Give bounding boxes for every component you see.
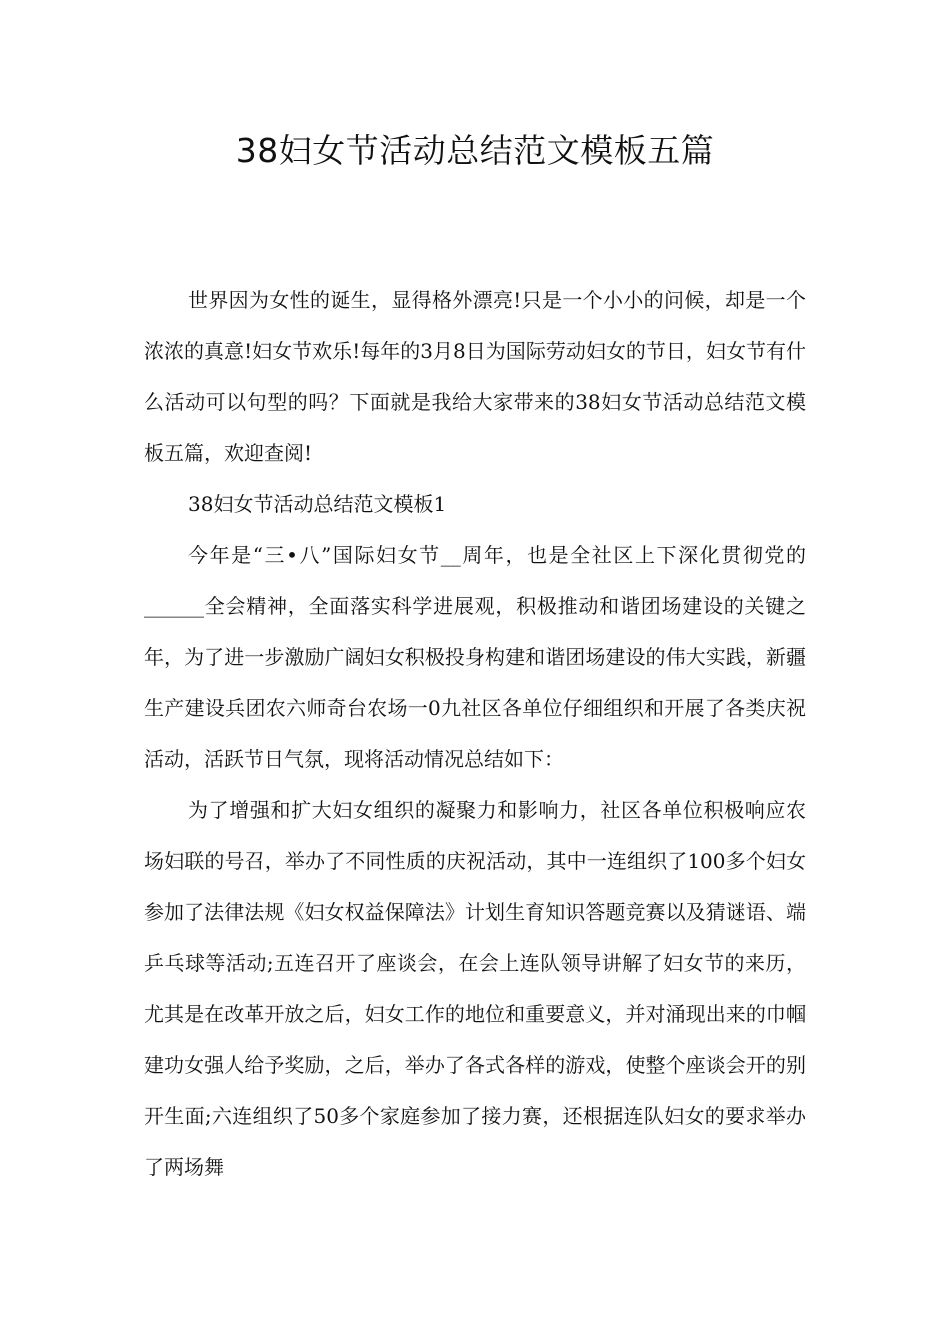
body-paragraph: 今年是“三•八”国际妇女节__周年，也是全社区上下深化贯彻党的______全会精神，全面落实科学进展观，积极推动和谐团场建设的关键之年，为了进一步激励广阔妇女积极投身构建和谐团场建设的伟大实践，新疆生产建设兵团农六师奇台农场一0九社区各单位仔细组织和开展了各类庆祝活动，活跃节日气氛，现将活动情况总结如下： bbox=[144, 543, 806, 771]
intro-paragraph: 世界因为女性的诞生，显得格外漂亮!只是一个小小的问候，却是一个浓浓的真意!妇女节欢乐!每年的3月8日为国际劳动妇女的节日，妇女节有什么活动可以句型的吗？下面就是我给大家带来的38妇女节活动总结范文模板五篇，欢迎查阅! bbox=[144, 288, 806, 465]
document-title: 38妇女节活动总结范文模板五篇 bbox=[235, 131, 715, 170]
section-heading: 38妇女节活动总结范文模板1 bbox=[188, 492, 447, 516]
body-paragraph: 为了增强和扩大妇女组织的凝聚力和影响力，社区各单位积极响应农场妇联的号召，举办了不同性质的庆祝活动，其中一连组织了100多个妇女参加了法律法规《妇女权益保障法》计划生育知识答题竞赛以及猜谜语、端乒乓球等活动;五连召开了座谈会，在会上连队领导讲解了妇女节的来历，尤其是在改革开放之后，妇女工作的地位和重要意义，并对涌现出来的巾帼建功女强人给予奖励，之后，举办了各式各样的游戏，使整个座谈会开的别开生面;六连组织了50多个家庭参加了接力赛，还根据连队妇女的要求举办了两场舞 bbox=[144, 798, 806, 1179]
document-body bbox=[144, 275, 806, 1193]
